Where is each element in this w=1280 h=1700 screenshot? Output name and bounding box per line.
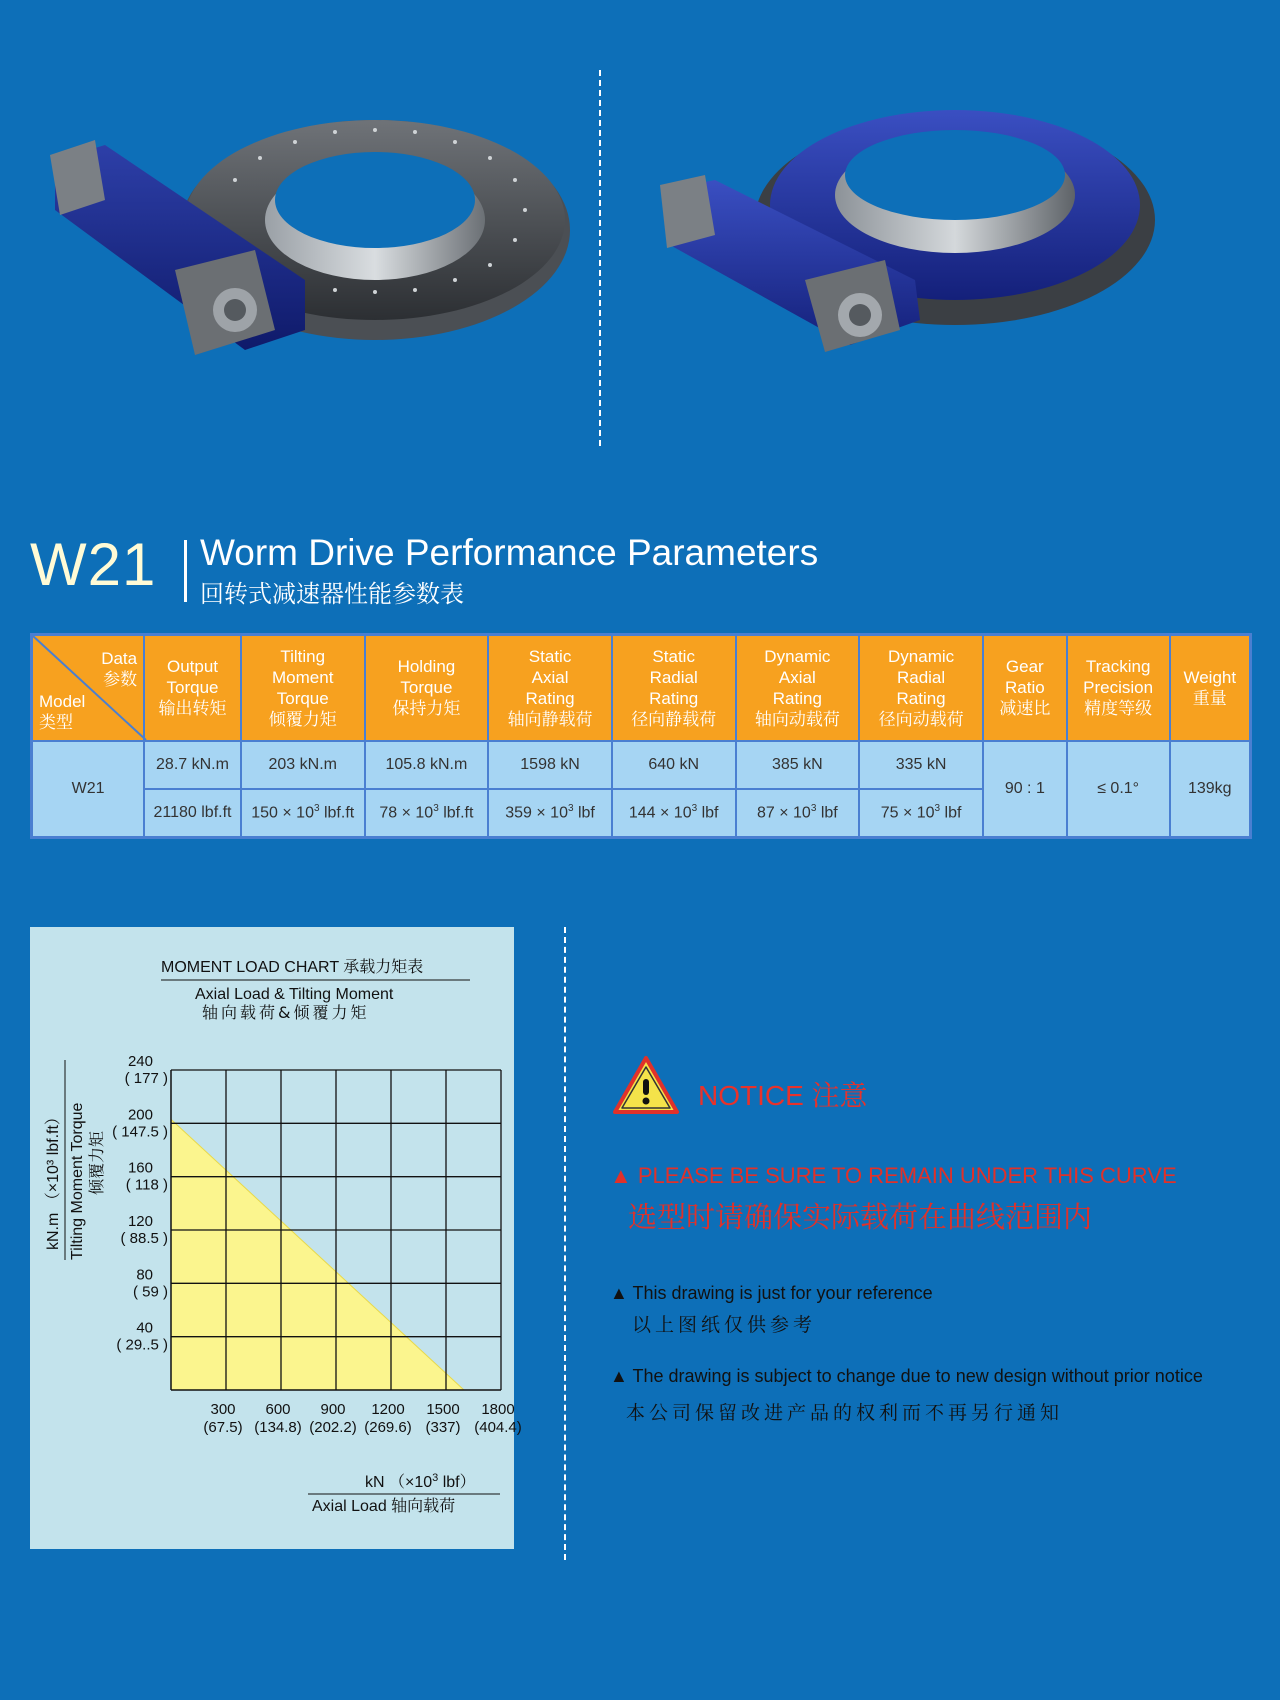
x-tick-label: 900 bbox=[320, 1401, 346, 1418]
cell-dynamic-axial-imperial: $87 \times 10^3$ lbf bbox=[736, 789, 860, 838]
cell-dynamic-radial-imperial: $75 \times 10^3$ lbf bbox=[859, 789, 983, 838]
cell-model: W21 bbox=[32, 741, 145, 838]
curve-warning-cn: 选型时请确保实际载荷在曲线范围内 bbox=[628, 1200, 1093, 1234]
x-tick-label: 600 bbox=[265, 1401, 291, 1418]
worm-drive-image-left bbox=[45, 70, 575, 400]
note-reference-cn: 以上图纸仅供参考 bbox=[632, 1314, 817, 1336]
moment-load-chart-svg bbox=[30, 927, 522, 1549]
col-output-torque: Output Torque 输出转矩 bbox=[144, 635, 241, 742]
col-weight: Weight 重量 bbox=[1170, 635, 1251, 742]
title-english: Worm Drive Performance Parameters bbox=[200, 532, 819, 573]
x-axis-label: Axial Load 轴向载荷 bbox=[312, 1498, 456, 1515]
col-tilting-moment: Tilting Moment Torque 倾覆力矩 bbox=[241, 635, 365, 742]
x-tick-label: 1800 bbox=[481, 1401, 515, 1418]
x-tick-sublabel: (404.4) bbox=[474, 1419, 522, 1436]
note-change-cn: 本公司保留改进产品的权利而不再另行通知 bbox=[626, 1402, 1064, 1424]
curve-warning-en: ▲ PLEASE BE SURE TO REMAIN UNDER THIS CURVE bbox=[610, 1163, 1177, 1188]
cell-precision: ≤ 0.1° bbox=[1067, 741, 1170, 838]
y-tick-sublabel: ( 177 ) bbox=[124, 1070, 168, 1087]
y-tick-sublabel: ( 118 ) bbox=[125, 1176, 168, 1194]
x-axis-unit: kN （$\times 10^3$ lbf） bbox=[365, 1472, 476, 1491]
x-tick-label: 1200 bbox=[371, 1401, 405, 1418]
divider-top bbox=[599, 70, 601, 446]
x-tick-label: 1500 bbox=[426, 1401, 460, 1418]
note-change-en: ▲ The drawing is subject to change due to new design without prior notice bbox=[610, 1366, 1203, 1386]
model-title: W21 bbox=[30, 531, 157, 598]
y-tick-sublabel: ( 59 ) bbox=[132, 1283, 168, 1301]
cell-output-torque-imperial: 21180 lbf.ft bbox=[144, 789, 241, 838]
y-tick-label: 80 bbox=[136, 1266, 153, 1284]
corner-header bbox=[32, 635, 145, 742]
cell-tilting-moment-imperial: $150 \times 10^3$ lbf.ft bbox=[241, 789, 365, 838]
warning-icon bbox=[612, 1055, 680, 1115]
cell-static-axial-metric: 1598 kN bbox=[488, 741, 612, 789]
cell-tilting-moment-metric: 203 kN.m bbox=[241, 741, 365, 789]
divider-bottom bbox=[564, 927, 566, 1560]
y-tick-label: 200 bbox=[127, 1106, 153, 1124]
x-tick-sublabel: (134.8) bbox=[254, 1419, 302, 1436]
col-dynamic-axial: Dynamic Axial Rating 轴向动载荷 bbox=[736, 635, 860, 742]
cell-dynamic-radial-metric: 335 kN bbox=[859, 741, 983, 789]
y-tick-sublabel: ( 88.5 ) bbox=[120, 1230, 168, 1247]
y-tick-label: 120 bbox=[127, 1213, 153, 1230]
title-chinese: 回转式减速器性能参数表 bbox=[200, 580, 464, 608]
corner-model-label: Model 类型 bbox=[39, 692, 86, 733]
y-tick-label: 160 bbox=[127, 1159, 153, 1177]
x-tick-sublabel: (67.5) bbox=[203, 1419, 243, 1436]
x-tick-sublabel: (337) bbox=[425, 1419, 461, 1436]
chart-title: MOMENT LOAD CHART 承载力矩表 bbox=[161, 959, 424, 976]
y-tick-sublabel: ( 147.5 ) bbox=[112, 1123, 168, 1141]
cell-weight: 139kg bbox=[1170, 741, 1251, 838]
chart-subtitle-cn: 轴向载荷&倾覆力矩 bbox=[202, 1003, 370, 1022]
x-tick-label: 300 bbox=[210, 1401, 236, 1418]
col-static-axial: Static Axial Rating 轴向静载荷 bbox=[488, 635, 612, 742]
y-tick-label: 40 bbox=[136, 1319, 153, 1337]
y-axis-label-en: Tilting Moment Torque bbox=[69, 1102, 86, 1260]
cell-holding-torque-imperial: $78 \times 10^3$ lbf.ft bbox=[365, 789, 489, 838]
cell-holding-torque-metric: 105.8 kN.m bbox=[365, 741, 489, 789]
chart-subtitle-en: Axial Load & Tilting Moment bbox=[195, 986, 394, 1003]
col-tracking-precision: Tracking Precision 精度等级 bbox=[1067, 635, 1170, 742]
note-reference-en: ▲ This drawing is just for your reference bbox=[610, 1283, 933, 1303]
cell-static-radial-metric: 640 kN bbox=[612, 741, 736, 789]
col-gear-ratio: Gear Ratio 减速比 bbox=[983, 635, 1067, 742]
performance-table bbox=[30, 633, 1252, 839]
col-static-radial: Static Radial Rating 径向静载荷 bbox=[612, 635, 736, 742]
cell-dynamic-axial-metric: 385 kN bbox=[736, 741, 860, 789]
x-tick-sublabel: (202.2) bbox=[309, 1419, 357, 1436]
table-row-metric bbox=[32, 741, 1251, 789]
moment-load-chart bbox=[30, 927, 522, 1549]
col-dynamic-radial: Dynamic Radial Rating 径向动载荷 bbox=[859, 635, 983, 742]
y-tick-sublabel: ( 29..5 ) bbox=[116, 1336, 168, 1354]
table-header-row bbox=[32, 635, 1251, 742]
cell-output-torque-metric: 28.7 kN.m bbox=[144, 741, 241, 789]
cell-gear-ratio: 90 : 1 bbox=[983, 741, 1067, 838]
x-tick-sublabel: (269.6) bbox=[364, 1419, 412, 1436]
y-tick-label: 240 bbox=[127, 1053, 153, 1070]
title-separator bbox=[184, 540, 187, 602]
worm-drive-image-right bbox=[655, 70, 1175, 370]
cell-static-radial-imperial: $144 \times 10^3$ lbf bbox=[612, 789, 736, 838]
notice-title: NOTICE 注意 bbox=[698, 1080, 868, 1111]
y-axis-label-cn: 倾覆力矩 bbox=[87, 1130, 106, 1195]
corner-data-label: Data 参数 bbox=[101, 649, 138, 690]
y-axis-unit: kN.m （×10³ lbf.ft） bbox=[45, 1109, 62, 1250]
col-holding-torque: Holding Torque 保持力矩 bbox=[365, 635, 489, 742]
cell-static-axial-imperial: $359 \times 10^3$ lbf bbox=[488, 789, 612, 838]
